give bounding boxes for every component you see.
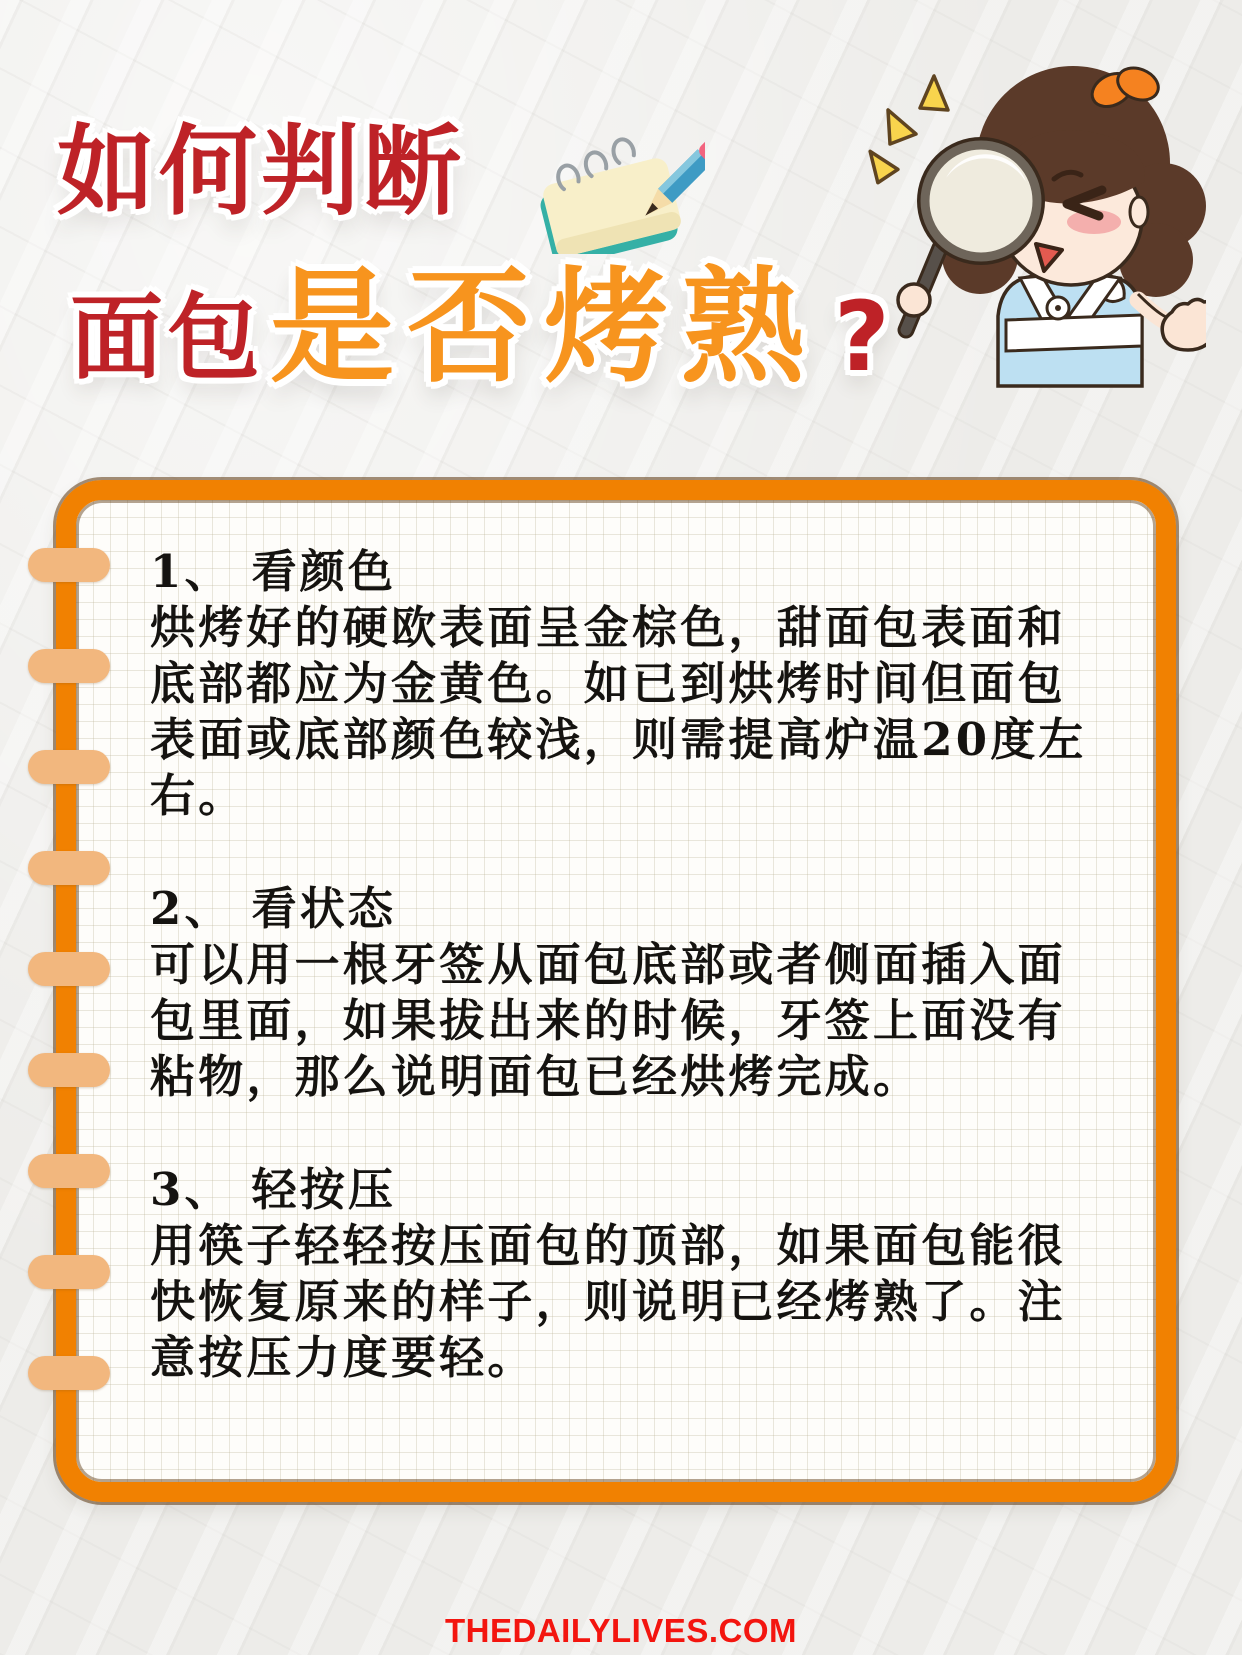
- notepad-pencil-icon: [523, 86, 705, 254]
- hand: [1138, 294, 1206, 350]
- title-question-mark: ?: [834, 281, 890, 393]
- binder-tab: [28, 851, 110, 885]
- binder-tab: [28, 952, 110, 986]
- binder-tab: [28, 1255, 110, 1289]
- title-line2-red: 面包: [70, 284, 264, 392]
- section-heading: 3、 轻按压: [150, 1163, 397, 1216]
- title-line1: 如何判断: [57, 115, 466, 229]
- section-color: [150, 544, 1090, 824]
- girl-with-magnifier-illustration: [858, 38, 1206, 390]
- card-content: [150, 544, 1090, 1386]
- binder-tab: [28, 750, 110, 784]
- dress: [998, 275, 1142, 386]
- title-line2-orange: 是否烤熟: [270, 256, 819, 400]
- binder-tab: [28, 649, 110, 683]
- binder-tab: [28, 1053, 110, 1087]
- section-press: [150, 1162, 1090, 1386]
- footer-site-url: THEDAILYLIVES.COM: [445, 1612, 797, 1649]
- title-line2: [70, 256, 890, 430]
- section-heading: 2、 看状态: [150, 882, 397, 935]
- section-body: 可以用一根牙签从面包底部或者侧面插入面包里面，如果拔出来的时候，牙签上面没有粘物，那么说明面包已经烘烤完成。: [150, 938, 1066, 1103]
- section-body: 用筷子轻轻按压面包的顶部，如果面包能很快恢复原来的样子，则说明已经烤熟了。注意按压力度要轻。: [150, 1219, 1066, 1384]
- section-body: 烘烤好的硬欧表面呈金棕色，甜面包表面和底部都应为金黄色。如已到烘烤时间但面包表面或底部颜色较浅，则需提高炉温20度左右。: [150, 601, 1087, 822]
- binder-tab: [28, 548, 110, 582]
- section-heading: 1、 看颜色: [150, 545, 397, 598]
- section-state: [150, 881, 1090, 1105]
- ear: [1130, 197, 1148, 227]
- binder-tab: [28, 1356, 110, 1390]
- binder-tab: [28, 1154, 110, 1188]
- fist: [898, 284, 930, 316]
- content-card: [56, 480, 1176, 1502]
- binder-tabs: [28, 548, 110, 1390]
